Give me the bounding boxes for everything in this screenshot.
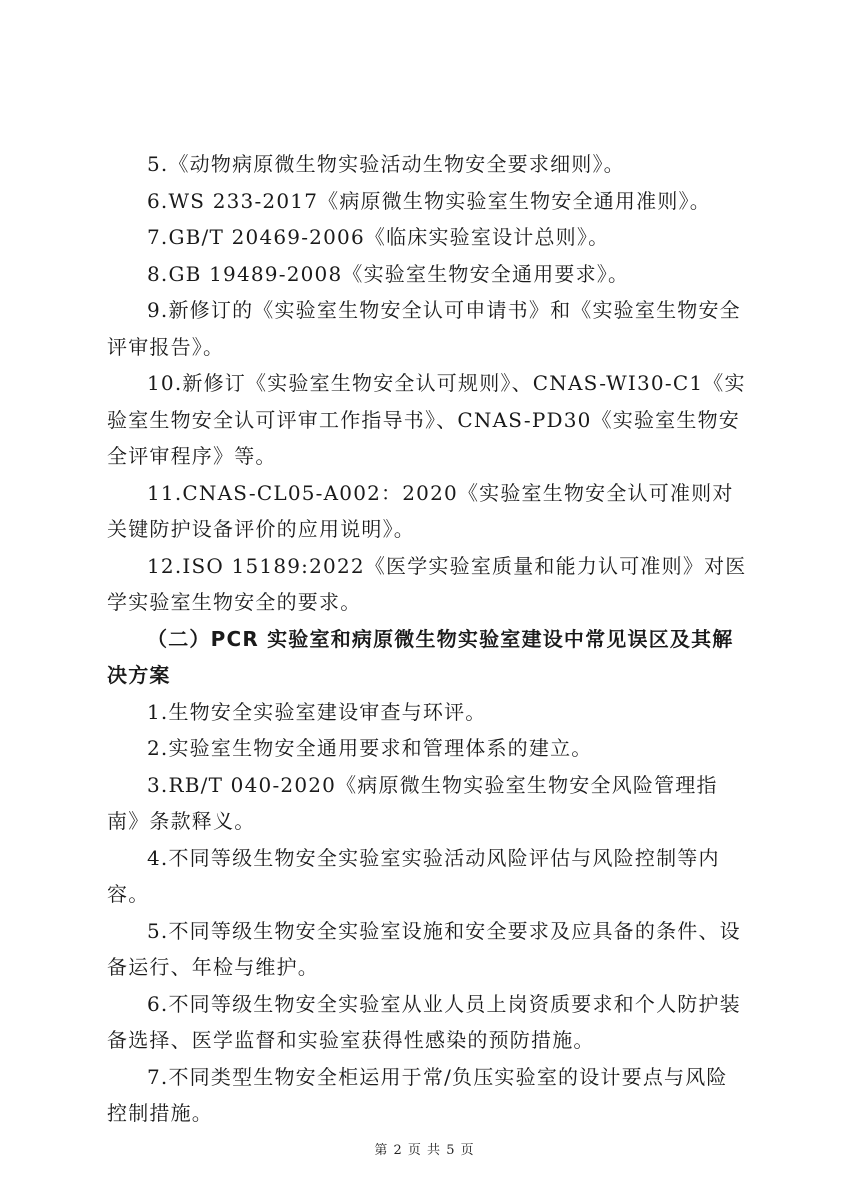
reference-item-10: 10.新修订《实验室生物安全认可规则》、CNAS-WI30-C1《实验室生物安全认可评审工作指导书》、CNAS-PD30《实验室生物安全评审程序》等。 bbox=[107, 371, 746, 468]
reference-item-9: 9.新修订的《实验室生物安全认可申请书》和《实验室生物安全评审报告》。 bbox=[107, 298, 741, 359]
section-item-6: 6.不同等级生物安全实验室从业人员上岗资质要求和个人防护装备选择、医学监督和实验室获得性感染的预防措施。 bbox=[107, 991, 741, 1052]
reference-item-8: 8.GB 19489-2008《实验室生物安全通用要求》。 bbox=[147, 261, 630, 286]
section-item-4: 4.不同等级生物安全实验室实验活动风险评估与风险控制等内容。 bbox=[107, 845, 720, 906]
section-item-2: 2.实验室生物安全通用要求和管理体系的建立。 bbox=[147, 736, 593, 760]
reference-item-12: 12.ISO 15189:2022《医学实验室质量和能力认可准则》对医学实验室生物安全的要求。 bbox=[107, 553, 747, 614]
page-number-footer: 第 2 页 共 5 页 bbox=[374, 1143, 475, 1158]
section-heading: （二）PCR 实验室和病原微生物实验室建设中常见误区及其解决方案 bbox=[107, 626, 734, 687]
reference-item-5: 5.《动物病原微生物实验活动生物安全要求细则》。 bbox=[147, 152, 625, 176]
section-item-3: 3.RB/T 040-2020《病原微生物实验室生物安全风险管理指南》条款释义。 bbox=[107, 772, 718, 833]
reference-item-7: 7.GB/T 20469-2006《临床实验室设计总则》。 bbox=[147, 225, 610, 249]
reference-item-11: 11.CNAS-CL05-A002：2020《实验室生物安全认可准则对关键防护设备评价的应用说明》。 bbox=[107, 480, 734, 541]
document-body bbox=[107, 146, 747, 1132]
section-item-5: 5.不同等级生物安全实验室设施和安全要求及应具备的条件、设备运行、年检与维护。 bbox=[107, 918, 741, 979]
section-item-1: 1.生物安全实验室建设审查与环评。 bbox=[147, 699, 487, 724]
reference-item-6: 6.WS 233-2017《病原微生物实验室生物安全通用准则》。 bbox=[147, 188, 711, 213]
section-item-7: 7.不同类型生物安全柜运用于常/负压实验室的设计要点与风险控制措施。 bbox=[107, 1064, 728, 1125]
